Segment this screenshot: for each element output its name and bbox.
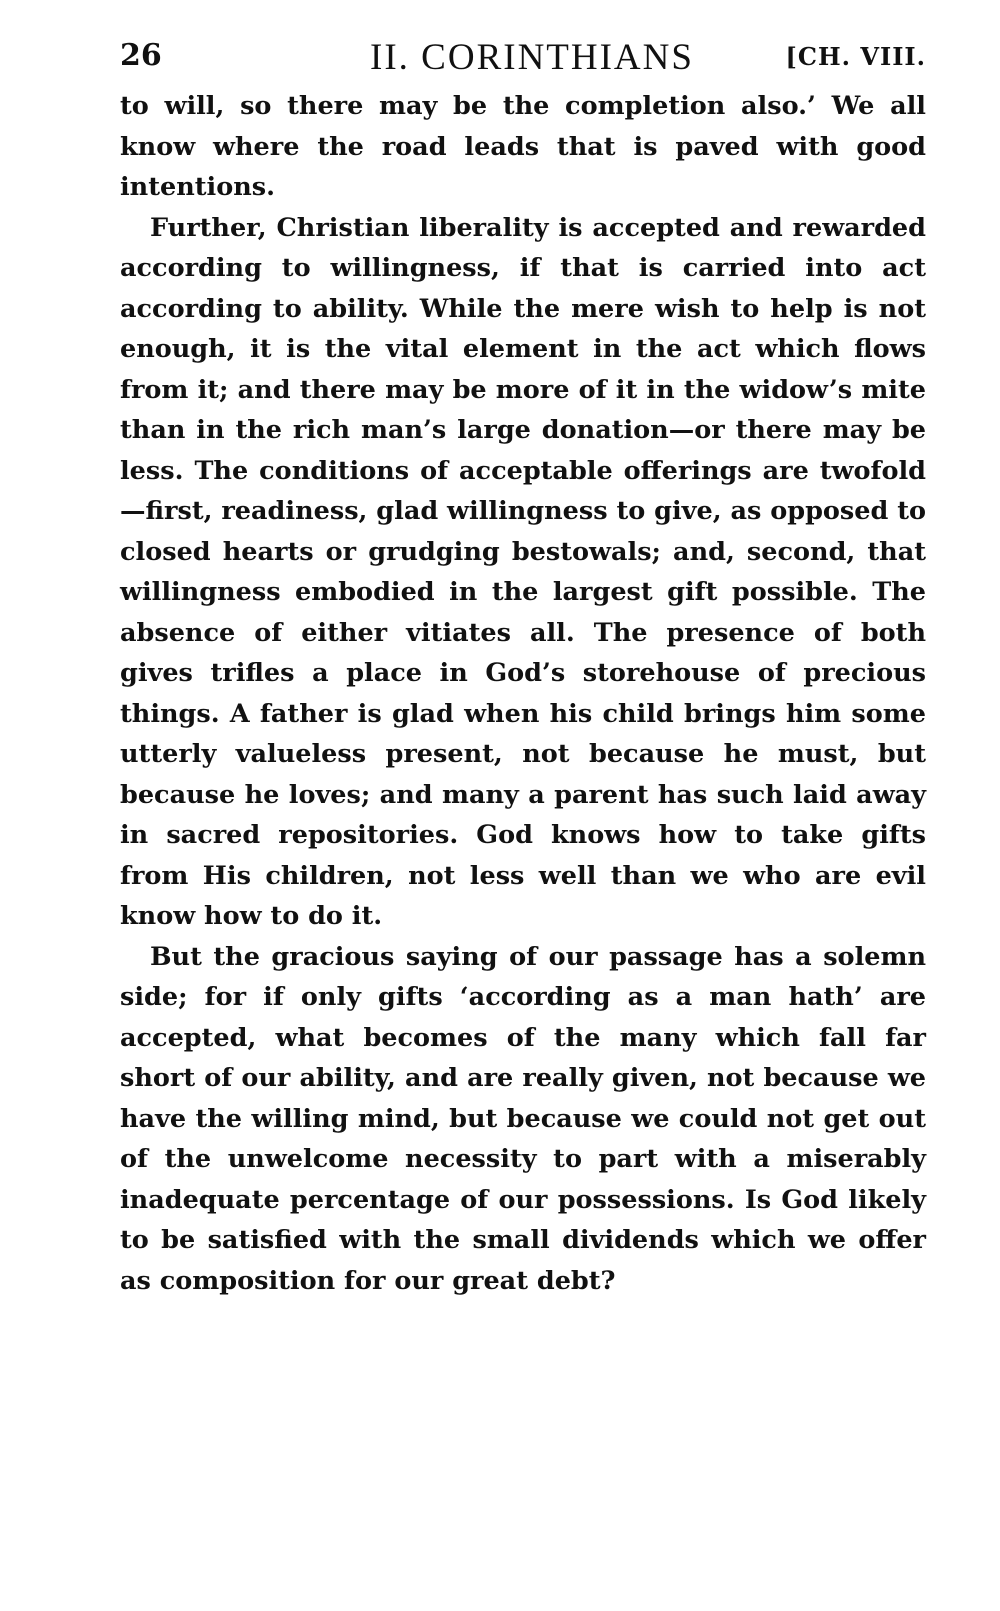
paragraph: But the gracious saying of our passage has a solemn side; for if only gifts ‘according as a man hath’ are accepted, what becomes of the many which fall far short of our ability, and are really given, not because we have the willing mind, but because we could not get out of the unwelcome necessity to part with a miserably inadequate percentage of our possessions. Is God likely to be satisfied with the small dividends which we offer as composition for our great debt? [120, 941, 926, 1296]
paragraph: Further, Christian liberality is accepted and rewarded according to willingness, if that is carried into act according to ability. While the mere wish to help is not enough, it is the vital element in the act which flows from it; and there may be more of it in the widow’s mite than in the rich man’s large donation—or there may be less. The conditions of acceptable offerings are twofold—first, readiness, glad willingness to give, as opposed to closed hearts or grudging bestowals; and, second, that willingness embodied in the largest gift possible. The absence of either vitiates all. The presence of both gives trifles a place in God’s storehouse of precious things. A father is glad when his child brings him some utterly valueless present, not because he must, but because he loves; and many a parent has such laid away in sacred repositories. God knows how to take gifts from His children, not less well than we who are evil know how to do it. [120, 212, 926, 931]
paragraph-continuation: to will, so there may be the completion also.’ We all know where the road leads that is paved with good intentions. [120, 91, 926, 202]
body-text [120, 86, 926, 1301]
book-page [120, 30, 926, 1301]
running-head [120, 30, 926, 86]
chapter-reference: [CH. VIII. [785, 42, 926, 71]
page-number: 26 [120, 38, 162, 73]
book-title: II. CORINTHIANS [370, 37, 694, 78]
